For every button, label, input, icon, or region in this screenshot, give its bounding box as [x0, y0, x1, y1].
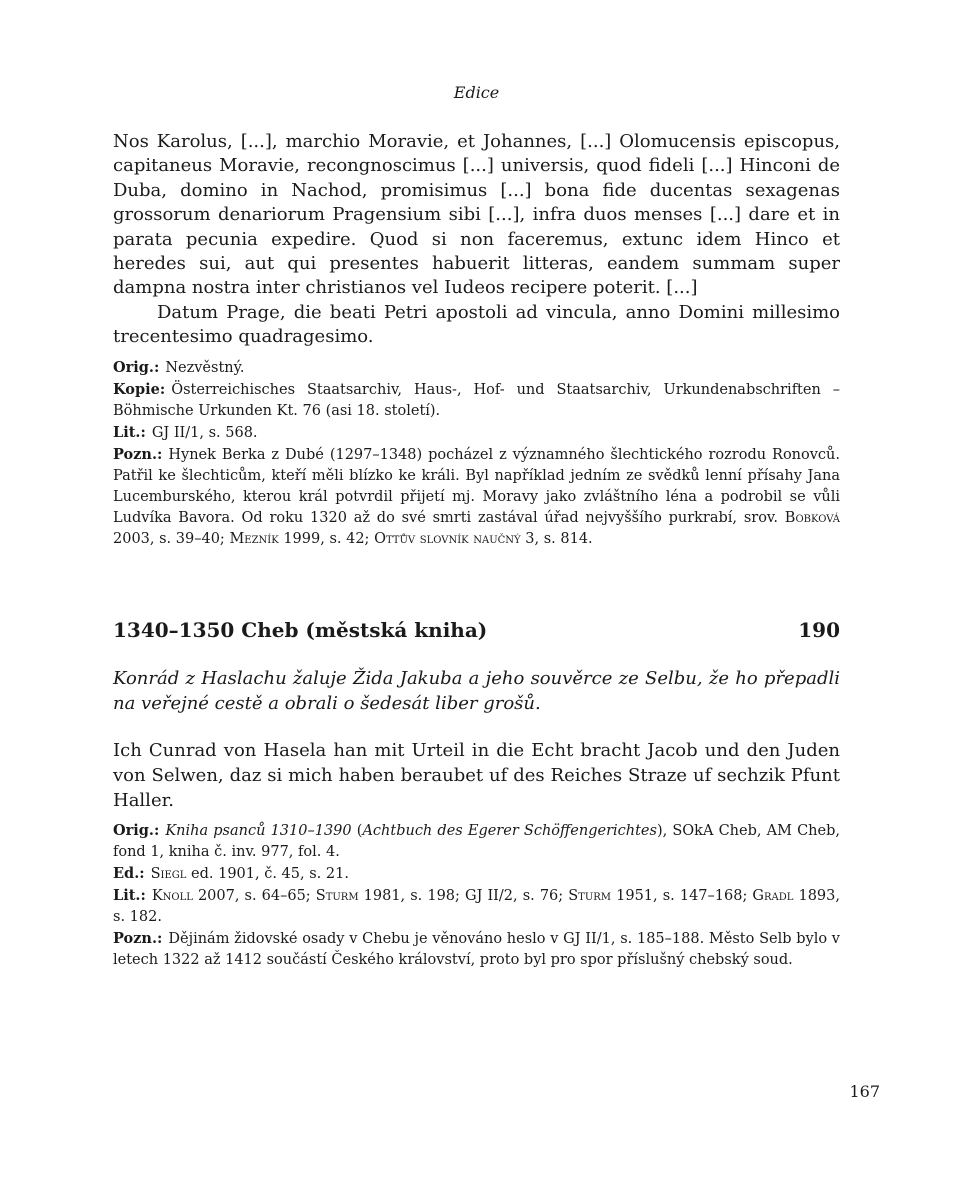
- german-text: Ich Cunrad von Hasela han mit Urteil in die Echt bracht Jacob und den Juden von Selwen, daz si mich haben beraubet uf des Reiches Straze uf sechzik Pfunt Haller.: [113, 740, 840, 811]
- orig-label: Orig.:: [113, 359, 160, 376]
- running-head: Edice: [453, 83, 500, 102]
- orig-italic: Kniha psanců 1310–1390: [165, 823, 352, 839]
- ed-rest: ed. 1901, č. 45, s. 21.: [186, 866, 349, 882]
- orig-text: Nezvěstný.: [165, 360, 245, 376]
- lit-label: Lit.:: [113, 887, 146, 904]
- ref-bobkova: Bobková: [784, 510, 840, 526]
- regest: Konrád z Haslachu žaluje Žida Jakuba a jeho souvěrce ze Selbu, že ho přepadli na veřejné cestě a obrali o šedesát liber grošů.: [113, 668, 840, 714]
- ref-text: 1999, s. 42;: [278, 531, 375, 547]
- lit-note: [113, 422, 840, 444]
- page-number: 167: [849, 1082, 880, 1101]
- pozn-label: Pozn.:: [113, 446, 163, 463]
- pozn-note: [113, 928, 840, 971]
- latin-paragraph-1: Nos Karolus, [...], marchio Moravie, et Johannes, [...] Olomucensis episcopus, capitaneus Moravie, recongnoscimus [...] universis, quod fideli [...] Hinconi de Duba, domino in Nachod, promisimus [...] bona fide ducentas sexagenas grossorum denariorum Pragensium sibi [...], infra duos menses [...] dare et in parata pecunia expedire. Quod si non faceremus, extunc idem Hinco et heredes sui, aut qui presentes habuerit litteras, eandem summam super dampna nostra inter christianos vel Iudeos recipere poterit. [...]: [113, 131, 840, 299]
- ref-text: 2007, s. 64–65;: [192, 888, 316, 904]
- lit-label: Lit.:: [113, 424, 146, 441]
- kopie-text: Österreichisches Staatsarchiv, Haus-, Hof- und Staatsarchiv, Urkundenabschriften – Böhmische Urkunden Kt. 76 (asi 18. století).: [113, 382, 840, 419]
- lit-text: GJ II/1, s. 568.: [151, 425, 258, 441]
- kopie-label: Kopie:: [113, 381, 166, 398]
- orig-rest: ), SOkA Cheb, AM Cheb, fond 1, kniha č. inv. 977, fol. 4.: [113, 823, 840, 860]
- ref-ottuv: Ottův slovník naučný: [374, 531, 521, 547]
- kopie-note: [113, 379, 840, 422]
- ref-text: 2003, s. 39–40;: [113, 531, 230, 547]
- ref-knoll: Knoll: [151, 888, 193, 904]
- apparatus-189: [113, 357, 840, 550]
- ref-siegl: Siegl: [150, 866, 187, 882]
- orig-paren: (: [351, 823, 363, 839]
- apparatus-190: [113, 820, 840, 971]
- latin-paragraph-2: Datum Prage, die beati Petri apostoli ad vincula, anno Domini millesimo trecentesimo quadragesimo.: [113, 301, 840, 348]
- pozn-label: Pozn.:: [113, 930, 163, 947]
- ref-text: 3, s. 814.: [520, 531, 593, 547]
- ref-text: 1981, s. 198; GJ II/2, s. 76;: [358, 888, 569, 904]
- pozn-text: Dějinám židovské osady v Chebu je věnováno heslo v GJ II/1, s. 185–188. Město Selb bylo v letech 1322 až 1412 součástí Českého království, proto byl pro spor příslušný chebský soud.: [113, 931, 840, 968]
- ref-sturm-2: Sturm: [568, 888, 612, 904]
- latin-charter-text: [113, 130, 840, 350]
- orig-label: Orig.:: [113, 822, 160, 839]
- ref-gradl: Gradl: [752, 888, 794, 904]
- orig-note: [113, 357, 840, 379]
- ed-note: [113, 863, 840, 885]
- entry-heading: [113, 618, 840, 642]
- orig-note: [113, 820, 840, 863]
- lit-note: [113, 885, 840, 928]
- ref-sturm: Sturm: [315, 888, 359, 904]
- ref-text: 1893, s. 182.: [113, 888, 840, 925]
- ed-label: Ed.:: [113, 865, 145, 882]
- entry-number: 190: [798, 618, 840, 642]
- pozn-text: Hynek Berka z Dubé (1297–1348) pocházel z významného šlechtického rozrodu Ronovců. Patřil ke šlechticům, kteří měli blízko ke králi. Byl například jedním ze svědků lenní přísahy Jana Lucemburského, kterou král potvrdil přijetí mj. Moravy jako zvláštního léna a podrobil se vůli Ludvíka Bavora. Od roku 1320 až do své smrti zastával úřad nejvyššího purkrabí, srov.: [113, 447, 840, 526]
- entry-title: 1340–1350 Cheb (městská kniha): [113, 618, 488, 642]
- orig-italic-2: Achtbuch des Egerer Schöffengerichtes: [362, 823, 657, 839]
- pozn-note: [113, 444, 840, 550]
- ref-meznik: Mezník: [229, 531, 279, 547]
- ref-text: 1951, s. 147–168;: [611, 888, 753, 904]
